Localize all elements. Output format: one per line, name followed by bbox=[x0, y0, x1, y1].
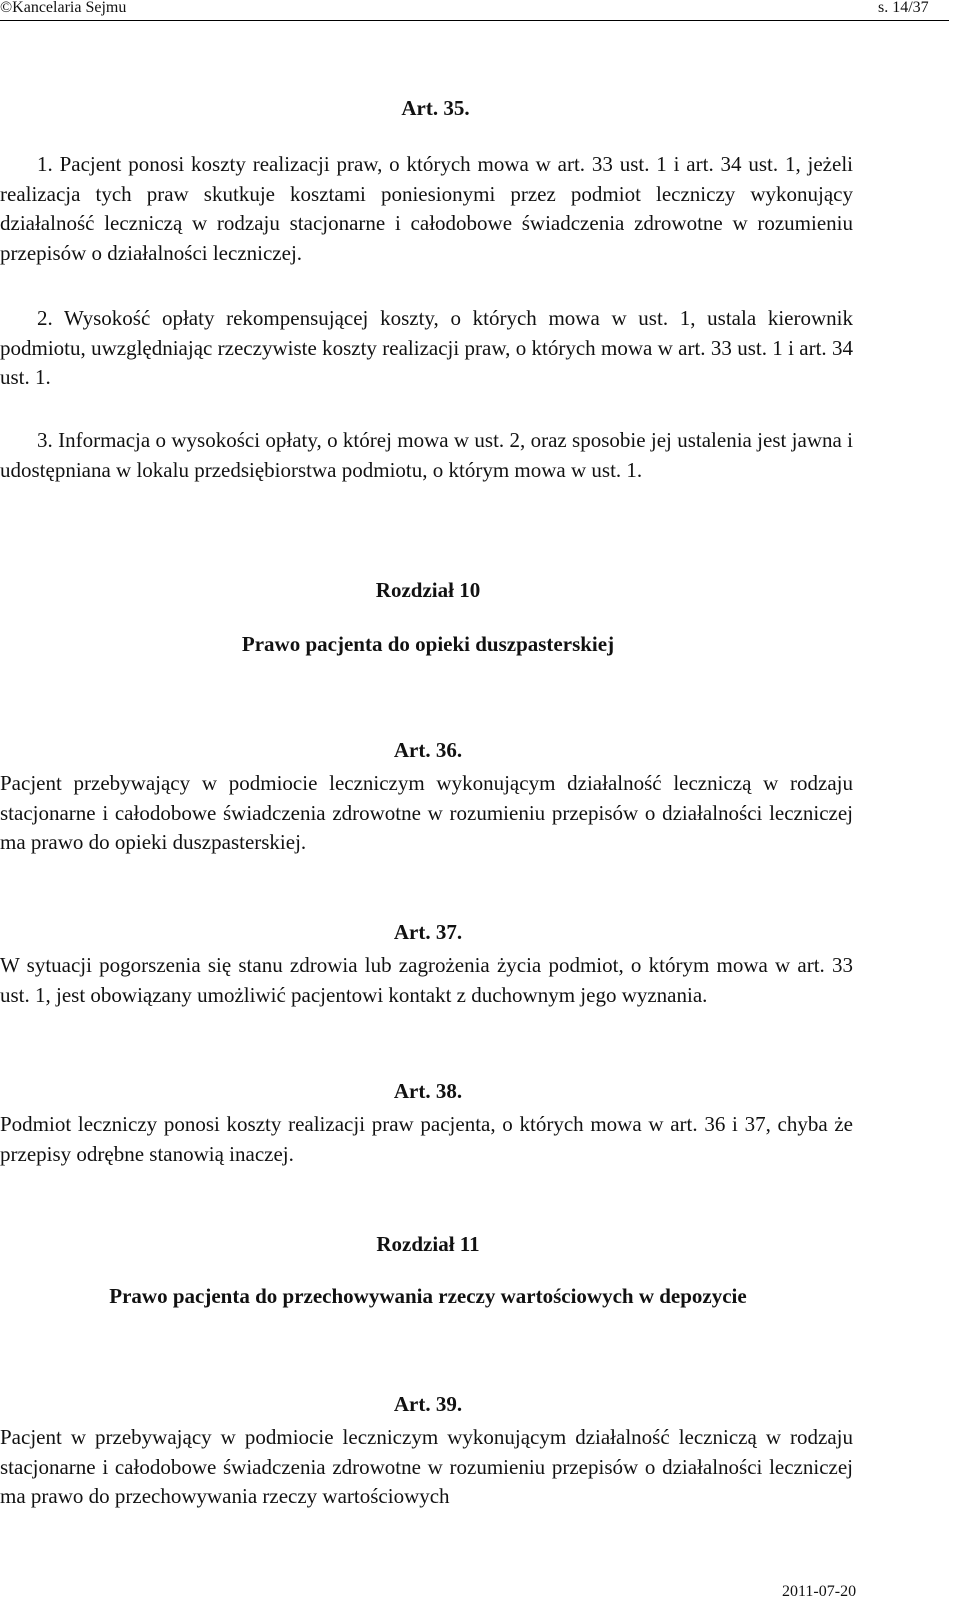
art-35-paragraph-3: 3. Informacja o wysokości opłaty, o której mowa w ust. 2, oraz sposobie jej ustalenia jest jawna i udostępniana w lokalu przedsiębiorstwa podmiotu, o którym mowa w ust. 1. bbox=[0, 428, 853, 482]
art-36-heading: Art. 36. bbox=[393, 738, 463, 762]
page-header bbox=[0, 0, 960, 18]
art-38-heading: Art. 38. bbox=[393, 1079, 463, 1103]
chapter-10-title: Prawo pacjenta do opieki duszpasterskiej bbox=[241, 632, 615, 656]
chapter-10-number: Rozdział 10 bbox=[375, 578, 481, 602]
art-39-heading: Art. 39. bbox=[393, 1392, 463, 1416]
art-35-paragraph-2: 2. Wysokość opłaty rekompensującej koszty, o których mowa w ust. 1, ustala kierownik podmiotu, uwzględniając rzeczywiste koszty realizacji praw, o których mowa w art. 33 ust. 1 i art. 34 ust. 1. bbox=[0, 306, 853, 389]
copyright-label: ©Kancelaria Sejmu bbox=[0, 0, 127, 16]
chapter-11-number: Rozdział 11 bbox=[376, 1232, 480, 1256]
document-date: 2011-07-20 bbox=[782, 1583, 857, 1600]
art-35-paragraph-1: 1. Pacjent ponosi koszty realizacji praw, o których mowa w art. 33 ust. 1 i art. 34 ust. 1, jeżeli realizacja tych praw skutkuje kosztami poniesionymi przez podmiot leczniczy wykonujący działalność leczniczą w rodzaju stacjonarne i całodobowe świadczenia zdrowotne w rozumieniu przepisów o działalności leczniczej. bbox=[0, 152, 853, 265]
art-37-heading: Art. 37. bbox=[393, 920, 463, 944]
art-37-text: W sytuacji pogorszenia się stanu zdrowia lub zagrożenia życia podmiot, o którym mowa w art. 33 ust. 1, jest obowiązany umożliwić pacjentowi kontakt z duchownym jego wyznania. bbox=[0, 953, 853, 1007]
art-35-heading: Art. 35. bbox=[401, 96, 470, 120]
header-divider bbox=[0, 20, 949, 21]
page-number: s. 14/37 bbox=[878, 0, 929, 16]
art-36-text: Pacjent przebywający w podmiocie leczniczym wykonującym działalność leczniczą w rodzaju stacjonarne i całodobowe świadczenia zdrowotne w rozumieniu przepisów o działalności leczniczej ma prawo do opieki duszpasterskiej. bbox=[0, 771, 853, 854]
chapter-11-title: Prawo pacjenta do przechowywania rzeczy wartościowych w depozycie bbox=[109, 1284, 747, 1308]
art-38-text: Podmiot leczniczy ponosi koszty realizacji praw pacjenta, o których mowa w art. 36 i 37, chyba że przepisy odrębne stanowią inaczej. bbox=[0, 1112, 853, 1166]
art-39-text: Pacjent w przebywający w podmiocie leczniczym wykonującym działalność leczniczą w rodzaju stacjonarne i całodobowe świadczenia zdrowotne w rozumieniu przepisów o działalności leczniczej ma prawo do przechowywania rzeczy wartościowych bbox=[0, 1425, 853, 1508]
